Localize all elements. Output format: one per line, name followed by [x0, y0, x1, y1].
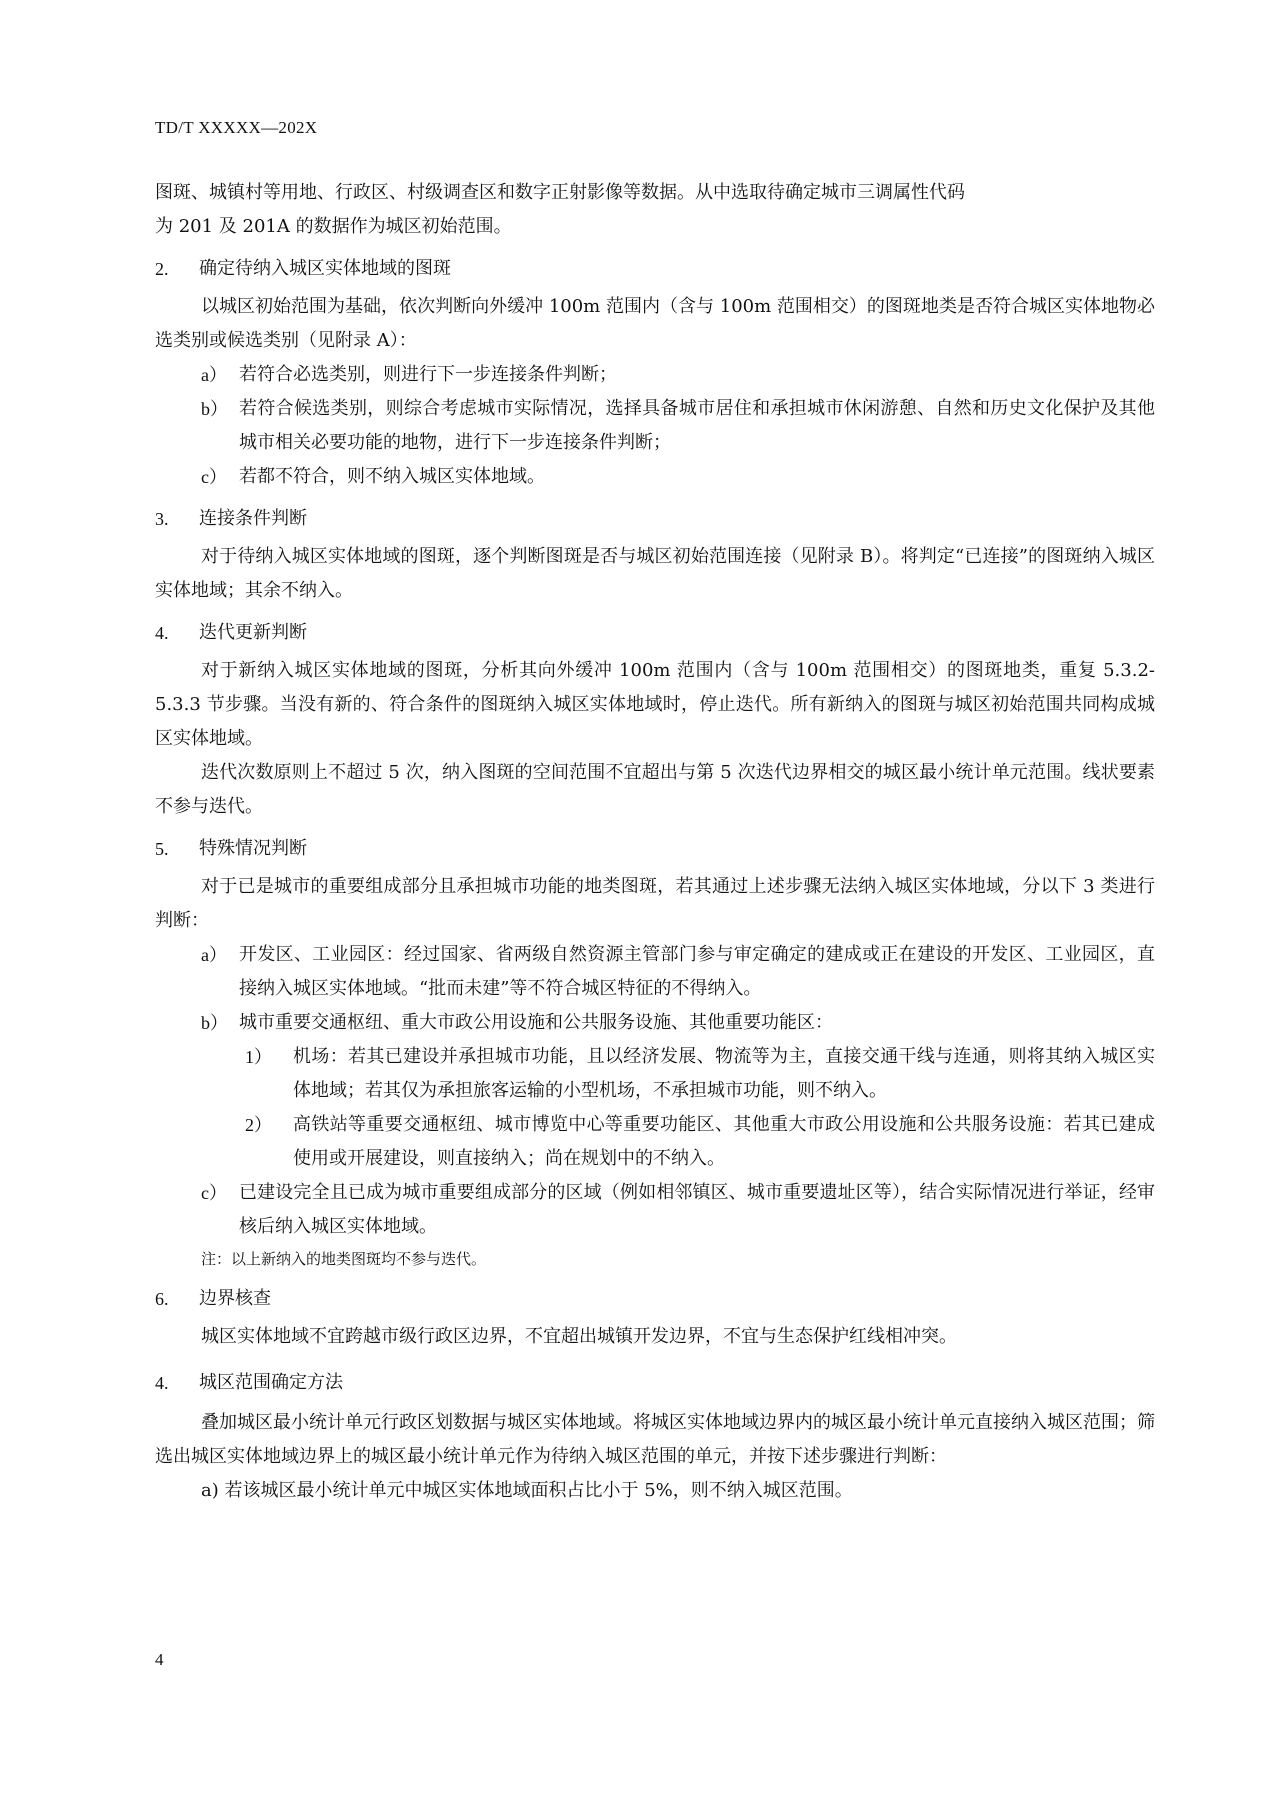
list-marker: a） [201, 365, 227, 385]
section-title: 连接条件判断 [199, 508, 307, 529]
section-heading-5 [155, 832, 1155, 866]
sub-list-item [155, 1108, 1155, 1176]
section-paragraph: 对于待纳入城区实体地域的图斑，逐个判断图斑是否与城区初始范围连接（见附录 B）。将判定“已连接”的图斑纳入城区实体地域；其余不纳入。 [155, 546, 1155, 601]
section-title: 确定待纳入城区实体地域的图斑 [199, 258, 451, 279]
section-paragraph: 对于已是城市的重要组成部分且承担城市功能的地类图斑，若其通过上述步骤无法纳入城区实体地域，分以下 3 类进行判断： [155, 876, 1155, 931]
page-number: 4 [155, 1650, 164, 1669]
section-heading-2 [155, 252, 1155, 286]
section-number: 6. [155, 1289, 169, 1309]
section-paragraph: 对于新纳入城区实体地域的图斑，分析其向外缓冲 100m 范围内（含与 100m 范围相交）的图斑地类，重复 5.3.2-5.3.3 节步骤。当没有新的、符合条件的图斑纳入城区实体地域时，停止迭代。所有新纳入的图斑与城区初始范围共同构成城区实体地域。 [155, 660, 1155, 749]
note-text: 注：以上新纳入的地类图斑均不参与迭代。 [201, 1250, 487, 1268]
list-item-text: 若都不符合，则不纳入城区实体地域。 [239, 466, 545, 487]
list-item [155, 1006, 1155, 1040]
section-heading-3 [155, 502, 1155, 536]
list-item-text: a) 若该城区最小统计单元中城区实体地域面积占比小于 5%，则不纳入城区范围。 [201, 1480, 853, 1501]
list-marker: b） [201, 1013, 228, 1033]
intro-paragraph-line1: 图斑、城镇村等用地、行政区、村级调查区和数字正射影像等数据。从中选取待确定城市三调属性代码 [155, 182, 965, 203]
list-marker: 1） [245, 1047, 272, 1067]
list-item [155, 938, 1155, 1006]
section-number: 2. [155, 259, 169, 279]
section-number: 4. [155, 1373, 169, 1393]
list-item-text: 机场：若其已建设并承担城市功能，且以经济发展、物流等为主，直接交通干线与连通，则将其纳入城区实体地域；若其仅为承担旅客运输的小型机场，不承担城市功能，则不纳入。 [293, 1046, 1155, 1101]
intro-paragraph-line2: 为 201 及 201A 的数据作为城区初始范围。 [155, 216, 512, 237]
document-code-header: TD/T XXXXX—202X [155, 118, 318, 137]
list-marker: c） [201, 467, 227, 487]
list-item [155, 460, 1155, 494]
list-item-text: 已建设完全且已成为城市重要组成部分的区域（例如相邻镇区、城市重要遗址区等），结合实际情况进行举证，经审核后纳入城区实体地域。 [239, 1182, 1155, 1237]
list-marker: a） [201, 945, 227, 965]
list-item-text: 若符合必选类别，则进行下一步连接条件判断； [239, 364, 617, 385]
section-number: 4. [155, 623, 169, 643]
list-item-text: 高铁站等重要交通枢纽、城市博览中心等重要功能区、其他重大市政公用设施和公共服务设施：若其已建成使用或开展建设，则直接纳入；尚在规划中的不纳入。 [293, 1114, 1155, 1169]
list-item-text: 若符合候选类别，则综合考虑城市实际情况，选择具备城市居住和承担城市休闲游憩、自然和历史文化保护及其他城市相关必要功能的地物，进行下一步连接条件判断； [239, 398, 1155, 453]
list-item [155, 1176, 1155, 1244]
section-title: 边界核查 [199, 1288, 271, 1309]
section-number: 3. [155, 509, 169, 529]
document-body [155, 176, 1155, 1508]
list-item [155, 358, 1155, 392]
section-heading-urban-scope [155, 1366, 1155, 1400]
list-item-text: 开发区、工业园区：经过国家、省两级自然资源主管部门参与审定确定的建成或正在建设的开发区、工业园区，直接纳入城区实体地域。“批而未建”等不符合城区特征的不得纳入。 [239, 944, 1155, 999]
section-title: 迭代更新判断 [199, 622, 307, 643]
section-title: 特殊情况判断 [199, 838, 307, 859]
list-item-text: 城市重要交通枢纽、重大市政公用设施和公共服务设施、其他重要功能区： [239, 1012, 833, 1033]
section-paragraph: 以城区初始范围为基础，依次判断向外缓冲 100m 范围内（含与 100m 范围相交）的图斑地类是否符合城区实体地物必选类别或候选类别（见附录 A）： [155, 296, 1155, 351]
list-marker: b） [201, 399, 228, 419]
section-paragraph: 迭代次数原则上不超过 5 次，纳入图斑的空间范围不宜超出与第 5 次迭代边界相交的城区最小统计单元范围。线状要素不参与迭代。 [155, 762, 1155, 817]
list-marker: 2） [245, 1115, 272, 1135]
list-item [155, 392, 1155, 460]
section-heading-4 [155, 616, 1155, 650]
section-title: 城区范围确定方法 [199, 1372, 343, 1393]
section-paragraph: 城区实体地域不宜跨越市级行政区边界，不宜超出城镇开发边界，不宜与生态保护红线相冲突。 [201, 1326, 957, 1347]
section-number: 5. [155, 839, 169, 859]
section-paragraph: 叠加城区最小统计单元行政区划数据与城区实体地域。将城区实体地域边界内的城区最小统计单元直接纳入城区范围；筛选出城区实体地域边界上的城区最小统计单元作为待纳入城区范围的单元，并按下述步骤进行判断： [155, 1412, 1155, 1467]
sub-list-item [155, 1040, 1155, 1108]
list-marker: c） [201, 1183, 227, 1203]
section-heading-6 [155, 1282, 1155, 1316]
